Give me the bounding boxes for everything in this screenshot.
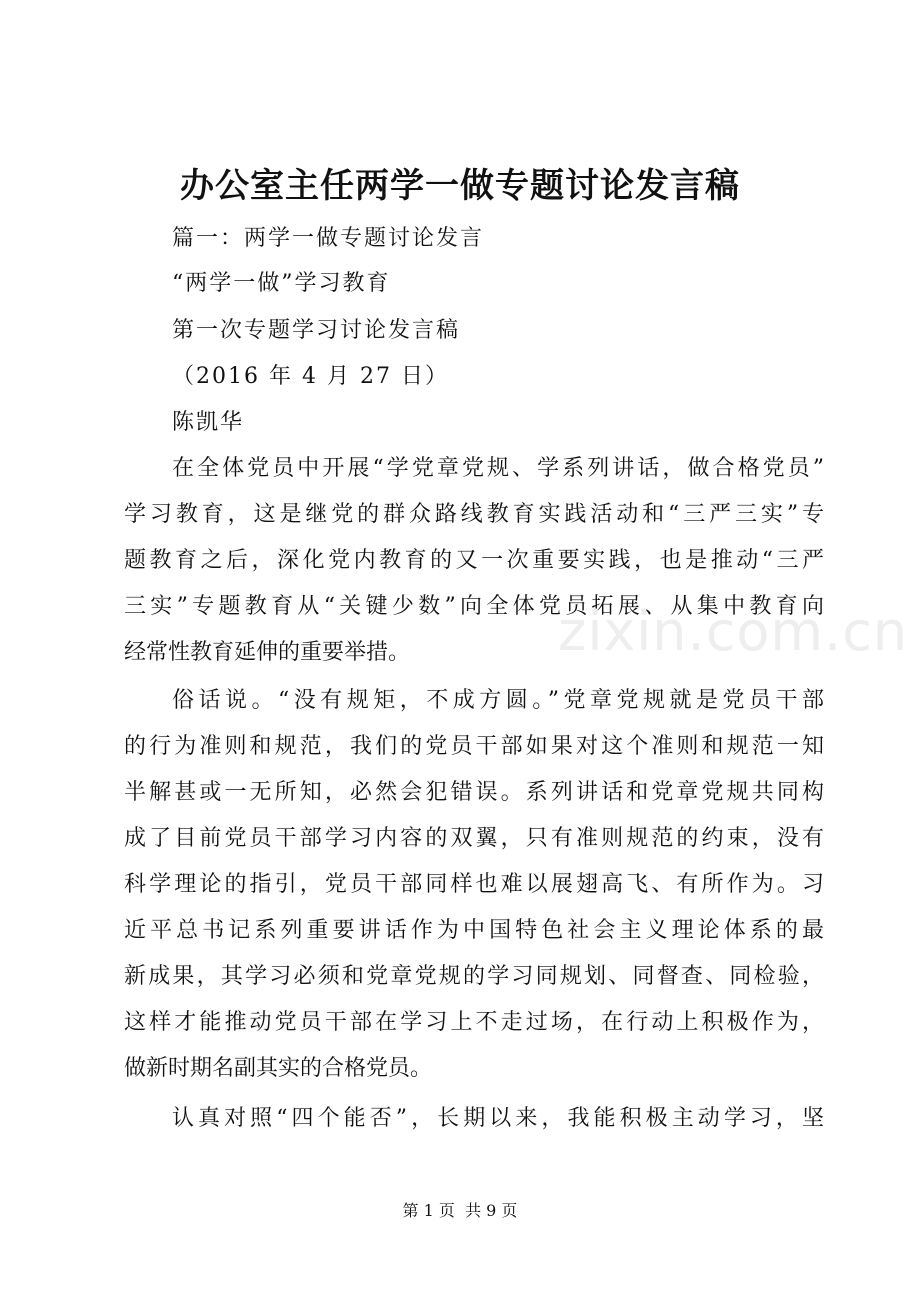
author-name: 陈凯华 <box>172 410 245 435</box>
text-line: 的行为准则和规范，我们的党员干部如果对这个准则和规范一知 <box>124 734 824 759</box>
section-heading: 篇一：两学一做专题讨论发言 <box>172 226 485 251</box>
text-line: 学习教育，这是继党的群众路线教育实践活动和“三严三实”专 <box>124 502 824 527</box>
text-line: 做新时期名副其实的合格党员。 <box>124 1056 433 1081</box>
page-footer: 第 1 页 共 9 页 <box>402 1201 518 1220</box>
text-line: 经常性教育延伸的重要举措。 <box>124 640 411 665</box>
text-line: 题教育之后，深化党内教育的又一次重要实践，也是推动“三严 <box>124 548 824 573</box>
subtitle-line: “两学一做”学习教育 <box>172 271 391 296</box>
text-line: 近平总书记系列重要讲话作为中国特色社会主义理论体系的最 <box>124 918 824 943</box>
text-line: 成了目前党员干部学习内容的双翼，只有准则规范的约束，没有 <box>124 826 824 851</box>
text-line: 俗话说。“没有规矩，不成方圆。”党章党规就是党员干部 <box>172 688 824 713</box>
text-line: 新成果，其学习必须和党章党规的学习同规划、同督查、同检验， <box>124 964 824 989</box>
text-line: 在全体党员中开展“学党章党规、学系列讲话，做合格党员” <box>172 456 824 481</box>
document-title: 办公室主任两学一做专题讨论发言稿 <box>180 166 740 206</box>
date-line: （2016 年 4 月 27 日） <box>172 364 449 389</box>
subtitle-line: 第一次专题学习讨论发言稿 <box>172 318 461 343</box>
text-line: 半解甚或一无所知，必然会犯错误。系列讲话和党章党规共同构 <box>124 780 824 805</box>
text-line: 三实”专题教育从“关键少数”向全体党员拓展、从集中教育向 <box>124 594 824 619</box>
watermark: zixin.com.cn <box>558 600 909 663</box>
text-line: 认真对照“四个能否”，长期以来，我能积极主动学习，坚 <box>172 1106 824 1131</box>
text-line: 科学理论的指引，党员干部同样也难以展翅高飞、有所作为。习 <box>124 872 824 897</box>
text-line: 这样才能推动党员干部在学习上不走过场，在行动上积极作为， <box>124 1010 824 1035</box>
